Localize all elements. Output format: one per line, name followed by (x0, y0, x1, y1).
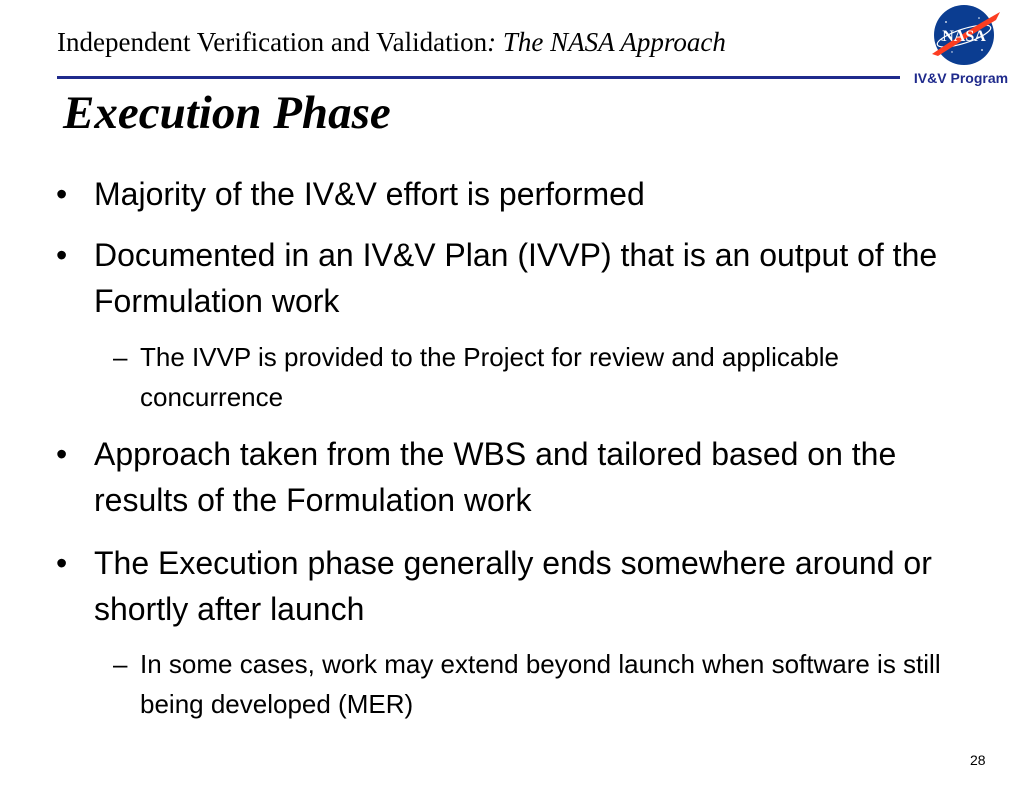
bullet-text: The Execution phase generally ends somewhere around or shortly after launch (94, 545, 932, 627)
sub-bullet-marker: – (113, 342, 128, 372)
sub-bullet-marker: – (113, 649, 128, 679)
sub-bullet-text: In some cases, work may extend beyond launch when software is still being developed (MER) (140, 649, 941, 719)
bullet-item (56, 540, 976, 632)
bullet-text: Documented in an IV&V Plan (IVVP) that is an output of the Formulation work (94, 237, 938, 319)
header-title (57, 27, 726, 58)
header-title-separator: : (487, 27, 503, 57)
bullet-marker: • (56, 545, 68, 581)
bullet-marker: • (56, 176, 68, 212)
header-divider (57, 76, 900, 79)
bullet-item (56, 431, 976, 523)
sub-bullet-item (113, 337, 973, 417)
bullet-text: Majority of the IV&V effort is performed (94, 176, 645, 212)
slide-title: Execution Phase (63, 87, 391, 139)
bullet-text: Approach taken from the WBS and tailored based on the results of the Formulation work (94, 436, 897, 518)
bullet-marker: • (56, 237, 68, 273)
header-subtitle: The NASA Approach (502, 27, 726, 57)
bullet-item (56, 171, 976, 217)
page-number: 28 (970, 752, 986, 768)
nasa-logo-icon (924, 2, 1004, 68)
header-title-main: Independent Verification and Validation (57, 27, 488, 57)
bullet-item (56, 232, 976, 324)
logo-text: NASA (942, 28, 986, 45)
bullet-marker: • (56, 436, 68, 472)
program-label: IV&V Program (913, 70, 1009, 86)
sub-bullet-item (113, 644, 973, 724)
sub-bullet-text: The IVVP is provided to the Project for review and applicable concurrence (140, 342, 840, 412)
